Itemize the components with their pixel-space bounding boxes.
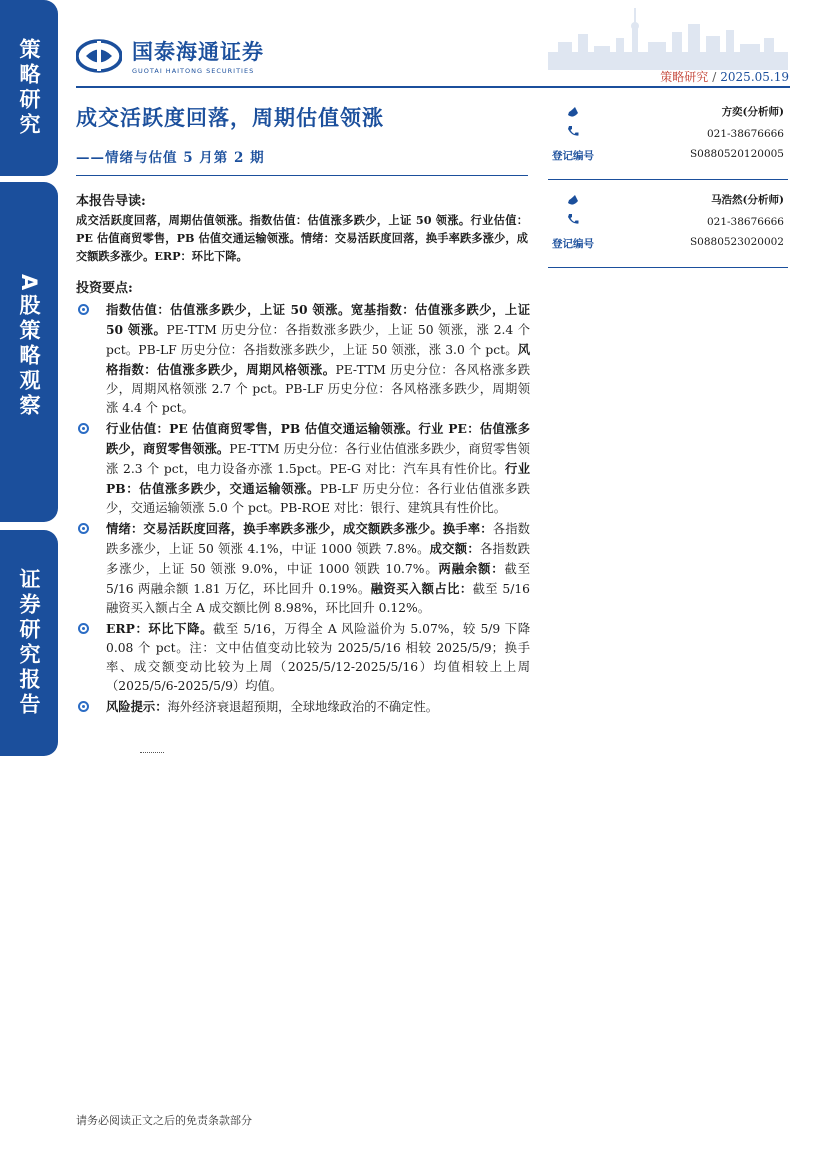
- point-subhead: 融资买入额占比：: [370, 581, 473, 596]
- phone-icon: [566, 212, 580, 226]
- guide-text: 成交活跃度回落，周期估值领涨。指数估值：估值涨多跌少，上证 50 领涨。行业估值：PE 估值商贸零售，PB 估值交通运输领涨。情绪：交易活跃度回落，换手率跌多涨少，成交额跌多涨少。ERP：环比下降。: [76, 213, 528, 263]
- email-icon: [566, 105, 580, 119]
- analyst-phone: 021-38676666: [706, 128, 784, 140]
- point-index-valuation: [76, 300, 530, 418]
- point-erp: [76, 619, 530, 696]
- point-lead: 指数估值：估值涨多跌少，上证 50 领涨。宽基指数：估值涨多跌少，上证 50 领涨。: [106, 302, 530, 337]
- point-body: 各指数跌多涨少，上证 50 领涨 9.0%，中证 1000 领跌 10.7%。: [106, 542, 530, 576]
- point-subhead: 风格指数：估值涨多跌少，周期风格领涨。: [106, 342, 530, 377]
- analyst-name: 方奕(分析师): [721, 106, 784, 118]
- point-body: 截至 5/16 融资买入额占全 A 成交额比例 8.98%，环比回升 0.12%。: [106, 582, 530, 615]
- report-subtitle: ——情绪与估值 5 月第 2 期: [76, 150, 265, 166]
- header-category: 策略研究: [660, 70, 709, 84]
- point-industry-valuation: [76, 419, 530, 518]
- logo-mark-icon: [76, 39, 122, 73]
- analyst-card: [548, 190, 788, 268]
- bullet-icon: [78, 423, 89, 434]
- point-lead: 情绪：交易活跃度回落，换手率跌多涨少，成交额跌多涨少。换手率：: [106, 521, 493, 536]
- point-lead: ERP：环比下降。: [106, 621, 213, 636]
- points-heading: 投资要点:: [76, 281, 133, 296]
- side-tab-strategy: 策略研究: [0, 0, 58, 176]
- point-body: 截至 5/16，万得全 A 风险溢价为 5.07%，较 5/9 下降 0.08 个 pct。注：文中估值变动比较为 2025/5/16 相较 2025/5/9；换手率、成交额变动比较为上周（2025/5/12-2025/5/16）均值相较上上周（2025/5/6-2025/5/9）均值。: [106, 622, 530, 693]
- analyst-reg-label: 登记编号: [552, 150, 594, 162]
- brand-logo: [76, 36, 264, 75]
- header-meta: [660, 68, 789, 85]
- bullet-icon: [78, 523, 89, 534]
- brand-name-en: GUOTAI HAITONG SECURITIES: [132, 67, 255, 75]
- point-subhead: 行业 PB：估值涨多跌少，交通运输领涨。: [106, 461, 530, 496]
- point-body: PB-LF 历史分位：各行业估值涨多跌少，交通运输领涨 5.0 个 pct。PB-ROE 对比：银行、建筑具有性价比。: [106, 482, 530, 515]
- point-body: PE-TTM 历史分位：各指数涨多跌少，上证 50 领涨，涨 2.4 个 pct。PB-LF 历史分位：各指数涨多跌少，上证 50 领涨，涨 3.0 个 pct。: [106, 323, 530, 357]
- header-divider: [76, 86, 790, 88]
- report-title: 成交活跃度回落，周期估值领涨: [76, 105, 384, 130]
- analyst-reg-number: S0880523020002: [689, 236, 784, 248]
- header-separator: /: [712, 70, 717, 84]
- disclaimer-footer: 请务必阅读正文之后的免责条款部分: [76, 1114, 252, 1127]
- point-sentiment: [76, 519, 530, 618]
- point-body: 各指数跌多涨少，上证 50 领涨 4.1%，中证 1000 领跌 7.8%。: [106, 522, 530, 556]
- point-lead: 行业估值：PE 估值商贸零售，PB 估值交通运输领涨。行业 PE：估值涨多跌少，商贸零售领涨。: [106, 421, 530, 456]
- analyst-reg-number: S0880520120005: [689, 148, 784, 160]
- analyst-reg-label: 登记编号: [552, 238, 594, 250]
- point-subhead: 成交额：: [429, 541, 480, 556]
- phone-icon: [566, 124, 580, 138]
- title-divider: [76, 175, 528, 176]
- bullet-icon: [78, 623, 89, 634]
- point-body: PE-TTM 历史分位：各风格涨多跌少，周期风格领涨 2.7 个 pct。PB-LF 历史分位：各风格涨多跌少，周期领涨 4.4 个 pct。: [106, 363, 530, 415]
- email-icon: [566, 193, 580, 207]
- bullet-icon: [78, 304, 89, 315]
- city-skyline-decoration: [548, 4, 788, 70]
- bullet-icon: [78, 701, 89, 712]
- brand-name-cn: 国泰海通证券: [132, 40, 264, 64]
- point-lead: 风险提示：: [106, 699, 168, 714]
- side-tab-securities-report: 证券研究报告: [0, 530, 58, 756]
- guide-heading: 本报告导读:: [76, 194, 146, 209]
- points-list: [76, 300, 530, 718]
- analyst-card: [548, 102, 788, 180]
- point-risk: [76, 697, 530, 717]
- decorative-mark: [140, 752, 164, 753]
- point-body: 截至 5/16 两融余额 1.81 万亿，环比回升 0.19%。: [106, 562, 530, 596]
- point-body: PE-TTM 历史分位：各行业估值涨多跌少，商贸零售领涨 2.3 个 pct，电力设备亦涨 1.5pct。PE-G 对比：汽车具有性价比。: [106, 442, 530, 476]
- point-subhead: 两融余额：: [438, 561, 505, 576]
- header-date: 2025.05.19: [720, 70, 789, 84]
- analyst-phone: 021-38676666: [706, 216, 784, 228]
- analyst-name: 马浩然(分析师): [711, 194, 784, 206]
- point-body: 海外经济衰退超预期，全球地缘政治的不确定性。: [167, 700, 439, 714]
- side-tab-a-share: A股策略观察: [0, 182, 58, 522]
